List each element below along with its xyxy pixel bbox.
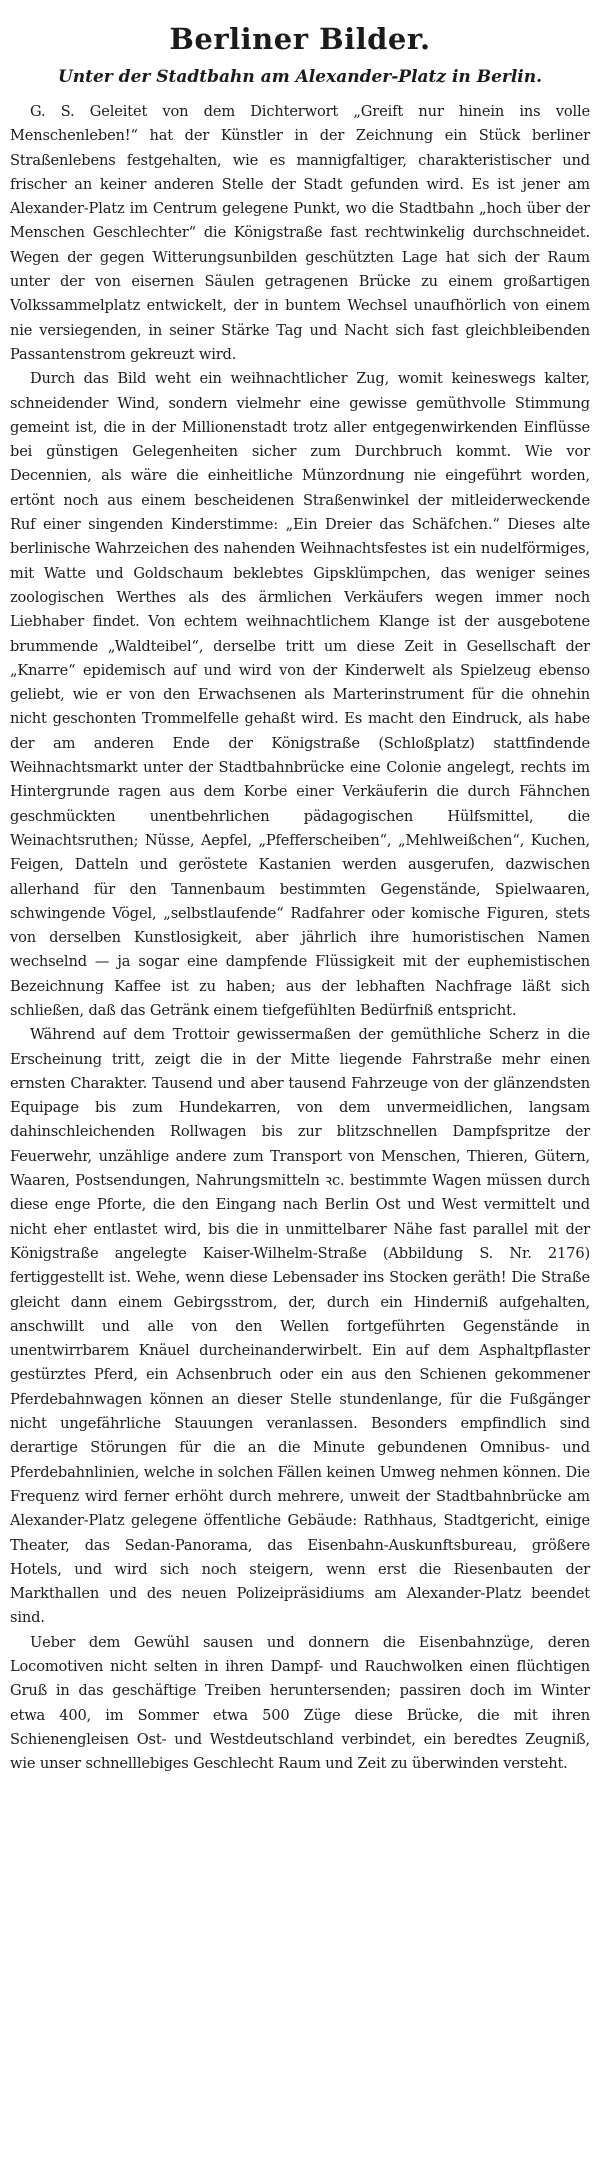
article-subtitle: Unter der Stadtbahn am Alexander-Platz in Berlin. <box>57 67 543 87</box>
article-paragraph-2: Durch das Bild weht ein weihnachtlicher Zug, womit keineswegs kalter, schneidender Wind, sondern vielmehr eine gewisse gemüthvolle Stimmung gemeint ist, die in der Millionenstadt trotz aller entgegenwirkenden Einflüsse bei günstigen Gelegenheiten sicher zum Durchbruch kommt. Wie vor Decennien, als wäre die einheitliche Münzordnung nie eingeführt worden, ertönt noch aus einem bescheidenen Straßenwinkel der mitleiderweckende Ruf einer singenden Kinderstimme: „Ein Dreier das Schäfchen.“ Dieses alte berlinische Wahrzeichen des nahenden Weihnachtsfestes ist ein nudelförmiges, mit Watte und Goldschaum beklebtes Gipsklümpchen, das weniger seines zoologischen Werthes als des ärmlichen Verkäufers wegen immer noch Liebhaber findet. Von echtem weihnachtlichem Klange ist der ausgebotene brummende „Waldteibel“, derselbe tritt um diese Zeit in Gesellschaft der „Knarre“ epidemisch auf und wird von der Kinderwelt als Spielzeug ebenso geliebt, wie er von den Erwachsenen als Marterinstrument für die ohnehin nicht geschonten Trommelfelle gehaßt wird. Es macht den Eindruck, als habe der am anderen Ende der Königstraße (Schloßplatz) stattfindende Weihnachtsmarkt unter der Stadtbahnbrücke eine Colonie angelegt, rechts im Hintergrunde ragen aus dem Korbe einer Verkäuferin die durch Fähnchen geschmückten unentbehrlichen pädagogischen Hülfsmittel, die Weinachtsruthen; Nüsse, Aepfel, „Pfefferscheiben“, „Mehlweißchen“, Kuchen, Feigen, Datteln und geröstete Kastanien werden ausgerufen, dazwischen allerhand für den Tannenbaum bestimmten Gegenstände, Spielwaaren, schwingende Vögel, „selbstlaufende“ Radfahrer oder komische Figuren, stets von derselben Kunstlosigkeit, aber jährlich ihre humoristischen Namen wechselnd — ja sogar eine dampfende Flüssigkeit mit der euphemistischen Bezeichnung Kaffee ist zu haben; aus der lebhaften Nachfrage läßt sich schließen, daß das Getränk einem tiefgefühlten Bedürfniß entspricht. <box>10 370 590 1019</box>
article <box>10 22 590 2142</box>
article-paragraph-3: Während auf dem Trottoir gewissermaßen der gemüthliche Scherz in die Erscheinung tritt, zeigt die in der Mitte liegende Fahrstraße mehr einen ernsten Charakter. Tausend und aber tausend Fahrzeuge von der glänzendsten Equipage bis zum Hundekarren, von dem unvermeidlichen, langsam dahinschleichenden Rollwagen bis zur blitzschnellen Dampfspritze der Feuerwehr, unzählige andere zum Transport von Menschen, Thieren, Gütern, Waaren, Postsendungen, Nahrungsmitteln ꝛc. bestimmte Wagen müssen durch diese enge Pforte, die den Eingang nach Berlin Ost und West vermittelt und nicht eher entlastet wird, bis die in unmittelbarer Nähe fast parallel mit der Königstraße angelegte Kaiser-Wilhelm-Straße (Abbildung S. Nr. 2176) fertiggestellt ist. Wehe, wenn diese Lebensader ins Stocken geräth! Die Straße gleicht dann einem Gebirgsstrom, der, durch ein Hinderniß aufgehalten, anschwillt und alle von den Wellen fortgeführten Gegenstände in unentwirrbarem Knäuel durcheinanderwirbelt. Ein auf dem Asphaltpflaster gestürztes Pferd, ein Achsenbruch oder ein aus den Schienen gekommener Pferdebahnwagen können an dieser Stelle stundenlange, für die Fußgänger nicht ungefährliche Stauungen veranlassen. Besonders empfindlich sind derartige Störungen für die an die Minute gebundenen Omnibus- und Pferdebahnlinien, welche in solchen Fällen keinen Umweg nehmen können. Die Frequenz wird ferner erhöht durch mehrere, unweit der Stadtbahnbrücke am Alexander-Platz gelegene öffentliche Gebäude: Rathhaus, Stadtgericht, einige Theater, das Sedan-Panorama, das Eisenbahn-Auskunftsbureau, größere Hotels, und wird sich noch steigern, wenn erst die Riesenbauten der Markthallen und des neuen Polizeipräsidiums am Alexander-Platz beendet sind. <box>10 1026 590 1627</box>
article-title: Berliner Bilder. <box>169 22 431 56</box>
article-paragraph-4: Ueber dem Gewühl sausen und donnern die Eisenbahnzüge, deren Locomotiven nicht selten in ihren Dampf- und Rauchwolken einen flüchtigen Gruß in das geschäftige Treiben heruntersenden; passiren doch im Winter etwa 400, im Sommer etwa 500 Züge diese Brücke, die mit ihren Schienengleisen Ost- und Westdeutschland verbindet, ein beredtes Zeugniß, wie unser schnelllebiges Geschlecht Raum und Zeit zu überwinden versteht. <box>10 1633 590 1773</box>
article-paragraph-1: G. S. Geleitet von dem Dichterwort „Greift nur hinein ins volle Menschenleben!“ hat der Künstler in der Zeichnung ein Stück berliner Straßenlebens festgehalten, wie es mannigfaltiger, charakteristischer und frischer an keiner anderen Stelle der Stadt gefunden wird. Es ist jener am Alexander-Platz im Centrum gelegene Punkt, wo die Stadtbahn „hoch über der Menschen Geschlechter“ die Königstraße fast rechtwinkelig durchschneidet. Wegen der gegen Witterungsunbilden geschützten Lage hat sich der Raum unter der von eisernen Säulen getragenen Brücke zu einem großartigen Volkssammelplatz entwickelt, der in buntem Wechsel unaufhörlich von einem nie versiegenden, in seiner Stärke Tag und Nacht sich fast gleichbleibenden Passantenstrom gekreuzt wird. <box>10 103 590 363</box>
